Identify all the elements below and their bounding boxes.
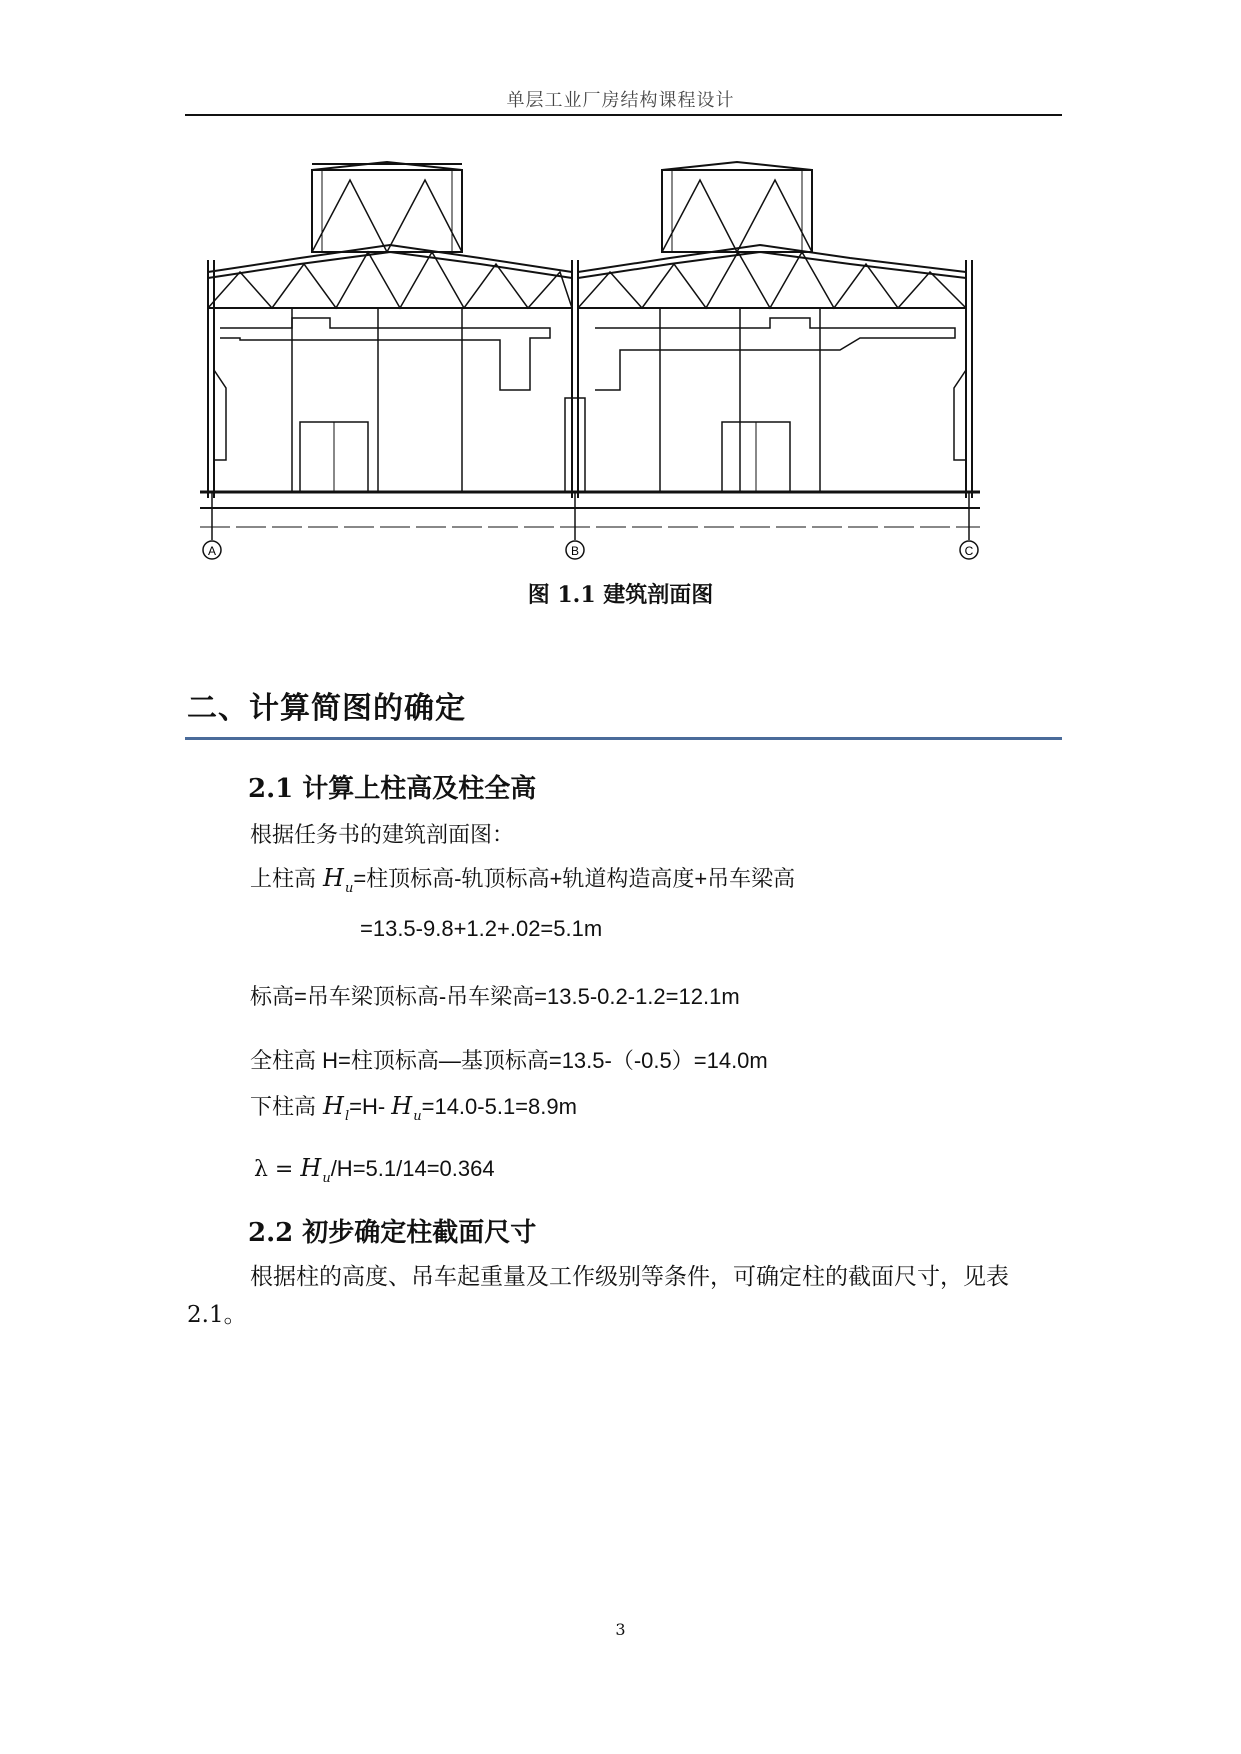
section-rule (185, 737, 1062, 740)
hu-symbol: H (323, 864, 344, 892)
hu-value-line: =13.5-9.8+1.2+.02=5.1m (360, 916, 603, 941)
hl-subscript: l (344, 1109, 350, 1124)
page-header-title: 单层工业厂房结构课程设计 (506, 90, 735, 111)
hl-result: =14.0-5.1=8.9m (421, 1094, 577, 1119)
lambda-line (254, 1154, 495, 1186)
hl-subscript-2: u (413, 1109, 422, 1124)
header-rule (185, 114, 1062, 116)
intro-line: 根据任务书的建筑剖面图： (250, 823, 515, 848)
axis-label-a: A (207, 544, 217, 558)
subsection-2-2-title: 2.2 初步确定柱截面尺寸 (248, 1218, 537, 1248)
hu-prefix: 上柱高 (250, 867, 323, 892)
page-number: 3 (615, 1620, 626, 1639)
subsection-2-1-title: 2.1 计算上柱高及柱全高 (248, 774, 537, 804)
axis-label-c: C (964, 544, 974, 558)
subsection-2-2-paragraph: 根据柱的高度、吊车起重量及工作级别等条件，可确定柱的截面尺寸，见表 2.1。 (187, 1264, 1009, 1328)
lambda-result: /H=5.1/14=0.364 (330, 1156, 495, 1181)
hl-formula-line (250, 1090, 577, 1124)
lambda-symbol: H (300, 1154, 322, 1182)
hl-symbol: H (323, 1092, 344, 1120)
building-section-figure (200, 160, 1040, 570)
figure-caption: 图 1.1 建筑剖面图 (527, 582, 714, 608)
hu-subscript: u (344, 881, 354, 896)
hl-prefix: 下柱高 (250, 1095, 323, 1120)
lambda-subscript: u (322, 1171, 331, 1186)
hl-mid: =H- (349, 1094, 392, 1119)
hl-symbol-2: H (391, 1092, 413, 1120)
hu-formula: =柱顶标高-轨顶标高+轨道构造高度+吊车梁高 (353, 866, 796, 891)
axis-label-b: B (570, 544, 580, 558)
lambda-prefix: λ = (254, 1157, 301, 1182)
elevation-line: 标高=吊车梁顶标高-吊车梁高=13.5-0.2-1.2=12.1m (250, 984, 740, 1009)
full-column-height-line: 全柱高 H=柱顶标高—基顶标高=13.5-（-0.5）=14.0m (250, 1048, 768, 1073)
hu-formula-line (250, 862, 796, 896)
building-section-drawing (200, 160, 1040, 570)
section-title: 二、计算简图的确定 (187, 691, 466, 726)
